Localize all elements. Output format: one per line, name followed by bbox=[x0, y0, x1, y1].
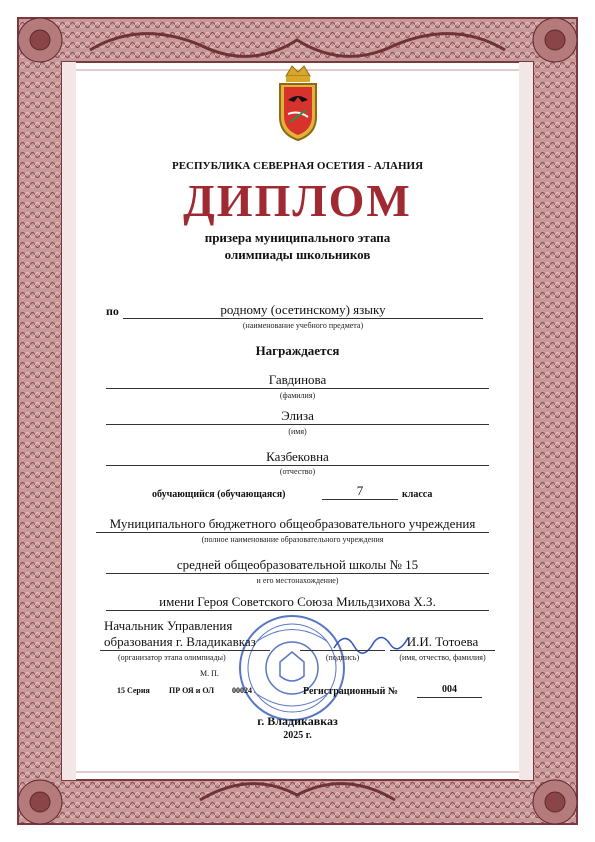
signatory-caption: (имя, отчество, фамилия) bbox=[399, 653, 486, 662]
subtitle-line-1: призера муниципального этапа bbox=[204, 230, 391, 245]
grade-suffix: класса bbox=[402, 489, 433, 500]
subject-prefix: по bbox=[106, 304, 119, 318]
grade-prefix: обучающийся (обучающаяся) bbox=[152, 489, 286, 500]
signature-caption: (подпись) bbox=[325, 653, 360, 662]
diploma-title: ДИПЛОМ bbox=[183, 175, 412, 226]
patronymic-value: Казбековна bbox=[266, 449, 329, 464]
registration-value: 004 bbox=[442, 684, 457, 695]
first-name-caption: (имя) bbox=[288, 427, 307, 436]
signatory-name: И.И. Тотоева bbox=[406, 634, 479, 649]
surname-caption: (фамилия) bbox=[279, 391, 316, 400]
school-line-1: Муниципального бюджетного общеобразовательного учреждения bbox=[109, 516, 476, 531]
school-caption-1: (полное наименование образовательного учреждения bbox=[201, 535, 384, 544]
patronymic-caption: (отчество) bbox=[279, 467, 316, 476]
series-label: 15 Серия bbox=[117, 686, 150, 695]
year-label: 2025 г. bbox=[283, 730, 312, 741]
subject-value: родному (осетинскому) языку bbox=[220, 302, 386, 317]
organizer-caption: (организатор этапа олимпиады) bbox=[118, 653, 226, 662]
series-value: ПР ОЯ и ОЛ bbox=[169, 686, 215, 695]
subtitle-line-2: олимпиады школьников bbox=[224, 247, 371, 262]
surname-value: Гавдинова bbox=[268, 372, 327, 387]
school-line-3: имени Героя Советского Союза Мильдзихова Х.З. bbox=[159, 594, 436, 609]
coat-of-arms-emblem bbox=[272, 62, 324, 144]
series-number: 00024 bbox=[232, 686, 252, 695]
republic-name: РЕСПУБЛИКА СЕВЕРНАЯ ОСЕТИЯ - АЛАНИЯ bbox=[171, 160, 424, 172]
city-label: г. Владикавказ bbox=[257, 714, 338, 728]
awarded-label: Награждается bbox=[255, 343, 340, 358]
school-line-2: средней общеобразовательной школы № 15 bbox=[176, 557, 419, 572]
registration-label: Регистрационный № bbox=[303, 686, 398, 697]
organizer-line-1: Начальник Управления bbox=[104, 618, 233, 633]
subject-caption: (наименование учебного предмета) bbox=[242, 321, 364, 330]
stamp-place-label: М. П. bbox=[200, 669, 219, 678]
school-caption-2: и его местонахождение) bbox=[256, 576, 339, 585]
grade-value: 7 bbox=[356, 483, 364, 498]
organizer-line-2: образования г. Владикавказ bbox=[104, 634, 256, 649]
first-name-value: Элиза bbox=[281, 408, 314, 423]
